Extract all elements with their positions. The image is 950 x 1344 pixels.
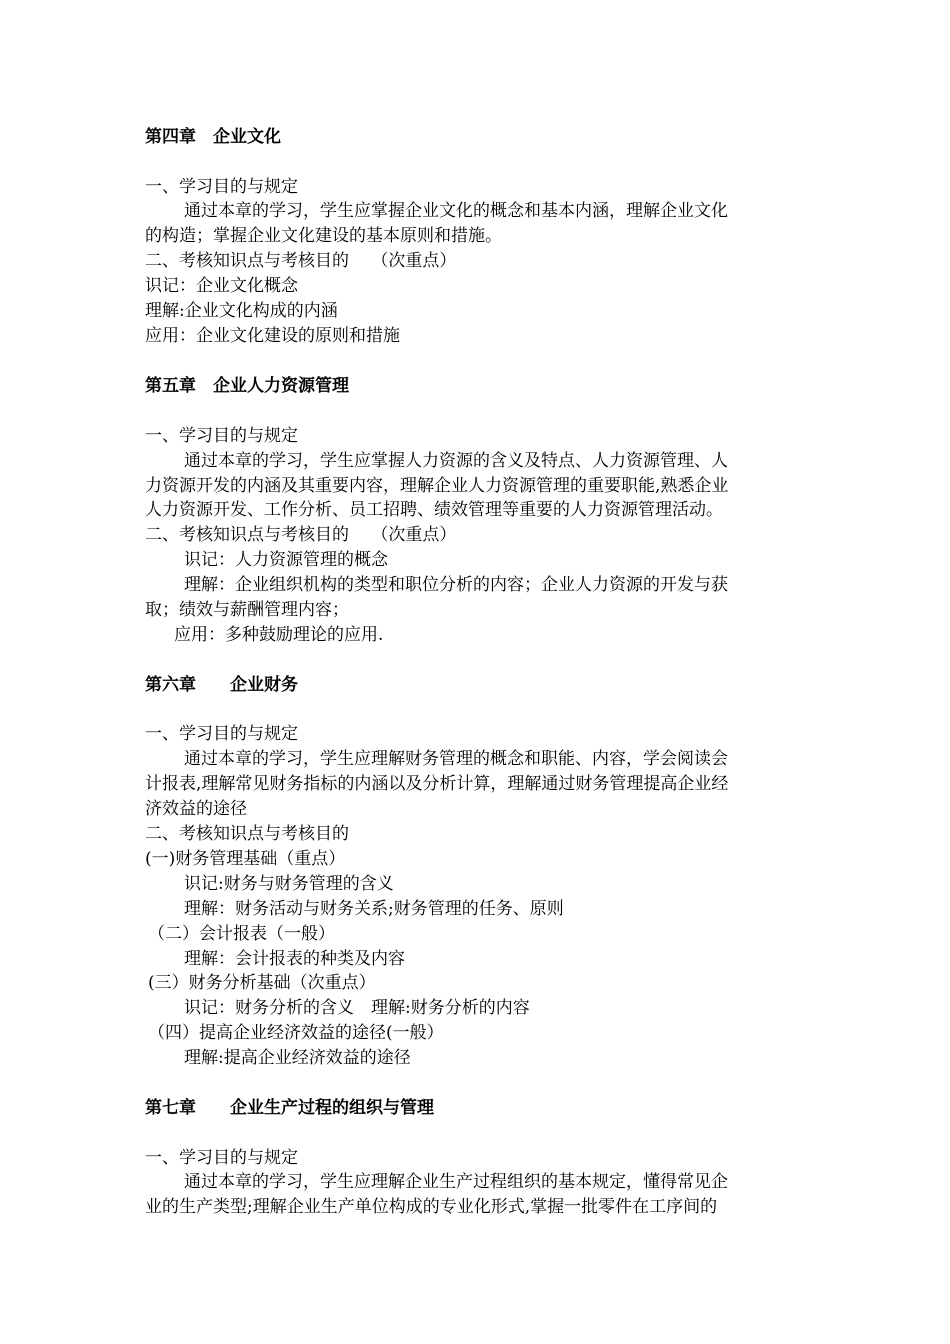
chapter-5-requirement: 应用：多种鼓励理论的应用. — [174, 625, 384, 645]
chapter-5-section-2-heading: 二、考核知识点与考核目的 （次重点） — [145, 525, 457, 545]
chapter-4-requirement: 识记：企业文化概念 — [145, 276, 298, 296]
chapter-5-requirement: 理解：企业组织机构的类型和职位分析的内容；企业人力资源的开发与获 — [184, 575, 728, 595]
chapter-5-section-1-heading: 一、学习目的与规定 — [145, 426, 298, 446]
chapter-4-section-1-heading: 一、学习目的与规定 — [145, 177, 298, 197]
chapter-4-requirement: 理解:企业文化构成的内涵 — [145, 301, 338, 321]
chapter-6-requirement: 理解：财务活动与财务关系;财务管理的任务、原则 — [184, 899, 564, 919]
chapter-4-title: 第四章 企业文化 — [145, 127, 281, 147]
chapter-6-paragraph-line: 济效益的途径 — [145, 799, 247, 819]
chapter-7-paragraph-line: 业的生产类型;理解企业生产单位构成的专业化形式,掌握一批零件在工序间的 — [145, 1197, 718, 1217]
chapter-6-subsection: (一)财务管理基础（重点） — [145, 849, 346, 869]
chapter-6-requirement: 理解：会计报表的种类及内容 — [184, 949, 405, 969]
chapter-7-section-1-heading: 一、学习目的与规定 — [145, 1148, 298, 1168]
chapter-5-title: 第五章 企业人力资源管理 — [145, 376, 349, 396]
chapter-6-requirement: 识记：财务分析的含义 理解:财务分析的内容 — [184, 998, 530, 1018]
chapter-7-title: 第七章 企业生产过程的组织与管理 — [145, 1098, 434, 1118]
chapter-6-subsection: （二）会计报表（一般） — [148, 924, 335, 944]
chapter-6-section-1-heading: 一、学习目的与规定 — [145, 724, 298, 744]
chapter-6-requirement: 识记:财务与财务管理的含义 — [184, 874, 394, 894]
chapter-6-paragraph-line: 计报表,理解常见财务指标的内涵以及分析计算，理解通过财务管理提高企业经 — [145, 774, 729, 794]
chapter-6-subsection: （四）提高企业经济效益的途径(一般） — [148, 1023, 444, 1043]
chapter-6-subsection: (三）财务分析基础（次重点） — [148, 973, 376, 993]
chapter-6-paragraph-line: 通过本章的学习，学生应理解财务管理的概念和职能、内容，学会阅读会 — [184, 749, 728, 769]
chapter-6-title: 第六章 企业财务 — [145, 675, 298, 695]
chapter-5-requirement: 取；绩效与薪酬管理内容； — [145, 600, 349, 620]
chapter-5-requirement: 识记：人力资源管理的概念 — [184, 550, 388, 570]
chapter-5-paragraph-line: 通过本章的学习，学生应掌握人力资源的含义及特点、人力资源管理、人 — [184, 451, 728, 471]
chapter-4-paragraph-line: 通过本章的学习，学生应掌握企业文化的概念和基本内涵，理解企业文化 — [184, 201, 728, 221]
chapter-7-paragraph-line: 通过本章的学习，学生应理解企业生产过程组织的基本规定，懂得常见企 — [184, 1172, 728, 1192]
chapter-5-paragraph-line: 力资源开发的内涵及其重要内容，理解企业人力资源管理的重要职能,熟悉企业 — [145, 476, 729, 496]
chapter-6-section-2-heading: 二、考核知识点与考核目的 — [145, 824, 349, 844]
chapter-5-paragraph-line: 人力资源开发、工作分析、员工招聘、绩效管理等重要的人力资源管理活动。 — [145, 500, 723, 520]
chapter-6-requirement: 理解:提高企业经济效益的途径 — [184, 1048, 411, 1068]
chapter-4-requirement: 应用：企业文化建设的原则和措施 — [145, 326, 400, 346]
chapter-4-section-2-heading: 二、考核知识点与考核目的 （次重点） — [145, 251, 457, 271]
chapter-4-paragraph-line: 的构造；掌握企业文化建设的基本原则和措施。 — [145, 226, 502, 246]
